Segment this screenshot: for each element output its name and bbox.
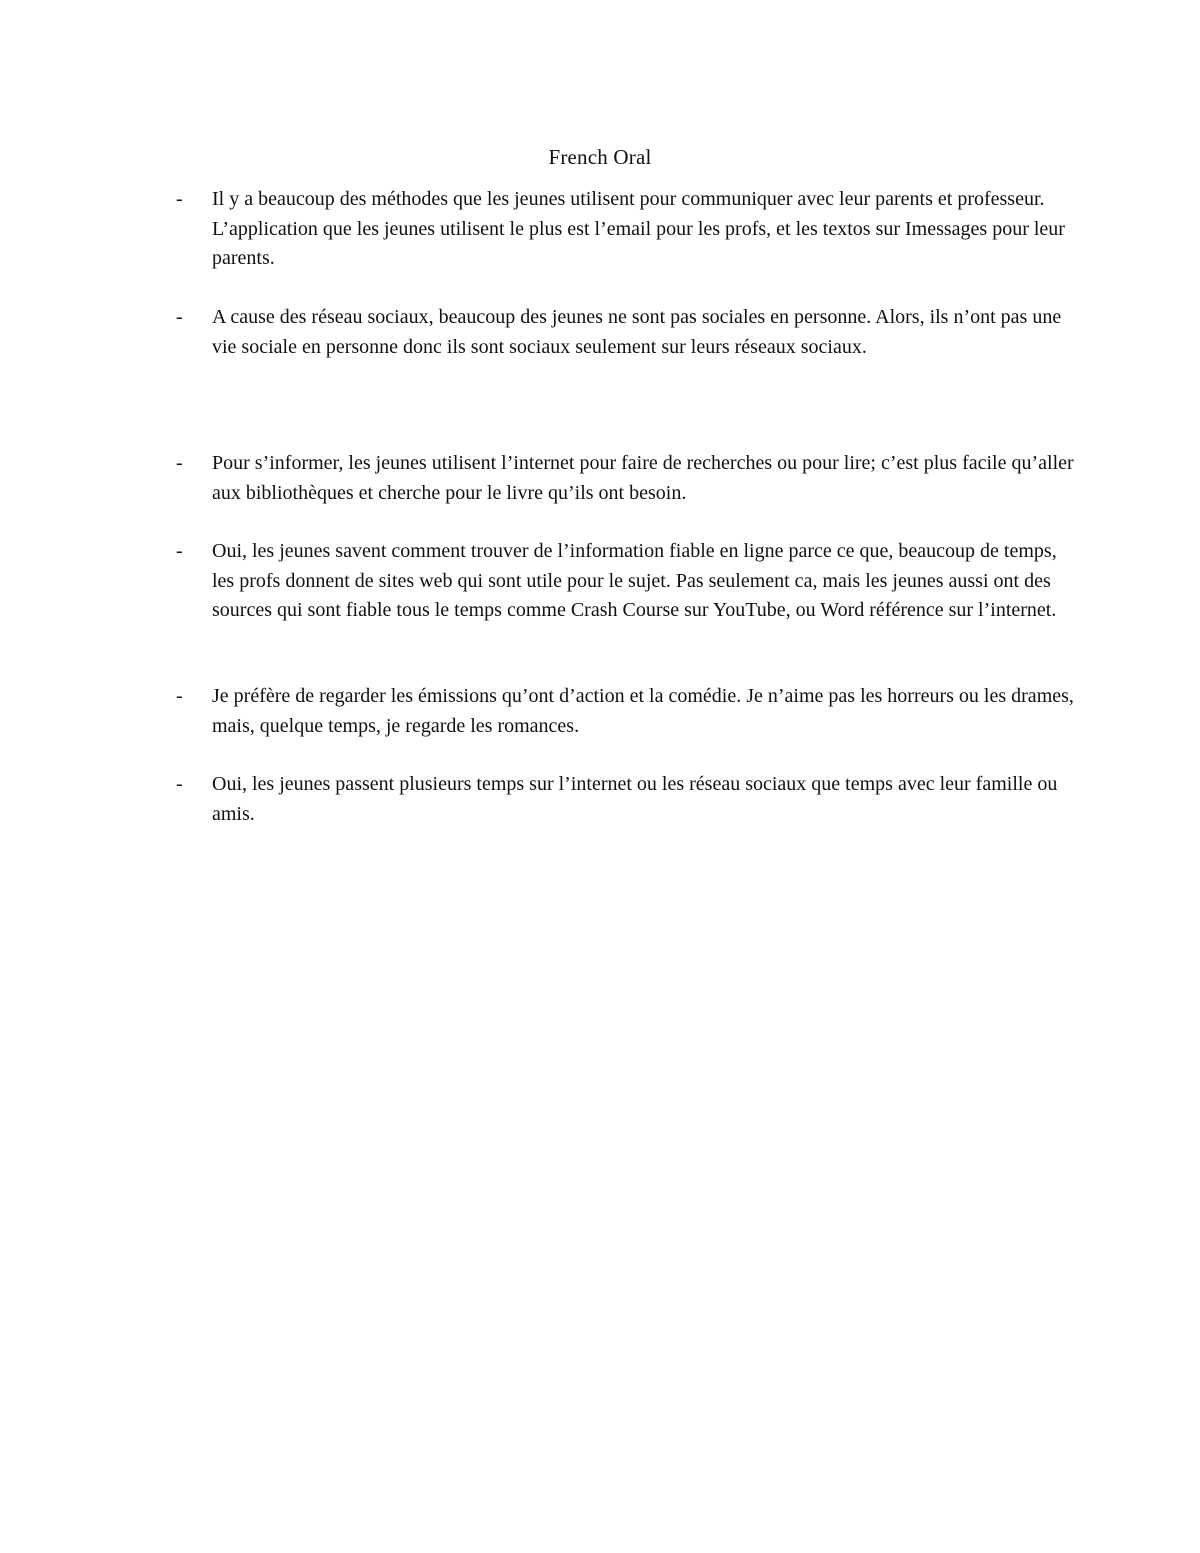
document-title: French Oral	[548, 145, 652, 169]
list-item	[176, 770, 1076, 829]
list-item-text: Oui, les jeunes passent plusieurs temps sur l’internet ou les réseau sociaux que temps avec leur famille ou amis.	[212, 773, 1058, 825]
bullet-dash: -	[176, 773, 183, 795]
bullet-dash: -	[176, 188, 183, 210]
list-item	[176, 303, 1076, 362]
bullet-dash: -	[176, 540, 183, 562]
list-item	[176, 682, 1076, 741]
bullet-dash: -	[176, 685, 183, 707]
list-item-text: Pour s’informer, les jeunes utilisent l’internet pour faire de recherches ou pour lire; c’est plus facile qu’aller aux bibliothèques et cherche pour le livre qu’ils ont besoin.	[212, 452, 1074, 504]
list-item	[176, 537, 1076, 626]
list-item	[176, 449, 1076, 508]
list-item	[176, 185, 1076, 274]
bullet-dash: -	[176, 306, 183, 328]
list-item-text: Je préfère de regarder les émissions qu’ont d’action et la comédie. Je n’aime pas les horreurs ou les drames, mais, quelque temps, je regarde les romances.	[212, 685, 1074, 737]
list-item-text: Il y a beaucoup des méthodes que les jeunes utilisent pour communiquer avec leur parents et professeur. L’application que les jeunes utilisent le plus est l’email pour les profs, et les textos sur Imessages pour leur parents.	[212, 188, 1065, 269]
list-item-text: Oui, les jeunes savent comment trouver de l’information fiable en ligne parce ce que, beaucoup de temps, les profs donnent de sites web qui sont utile pour le sujet. Pas seulement ca, mais les jeunes aussi ont des sources qui sont fiable tous le temps comme Crash Course sur YouTube, ou Word référence sur l’internet.	[212, 540, 1057, 621]
list-item-text: A cause des réseau sociaux, beaucoup des jeunes ne sont pas sociales en personne. Alors, ils n’ont pas une vie sociale en personne donc ils sont sociaux seulement sur leurs réseaux sociaux.	[212, 306, 1062, 358]
bullet-dash: -	[176, 452, 183, 474]
